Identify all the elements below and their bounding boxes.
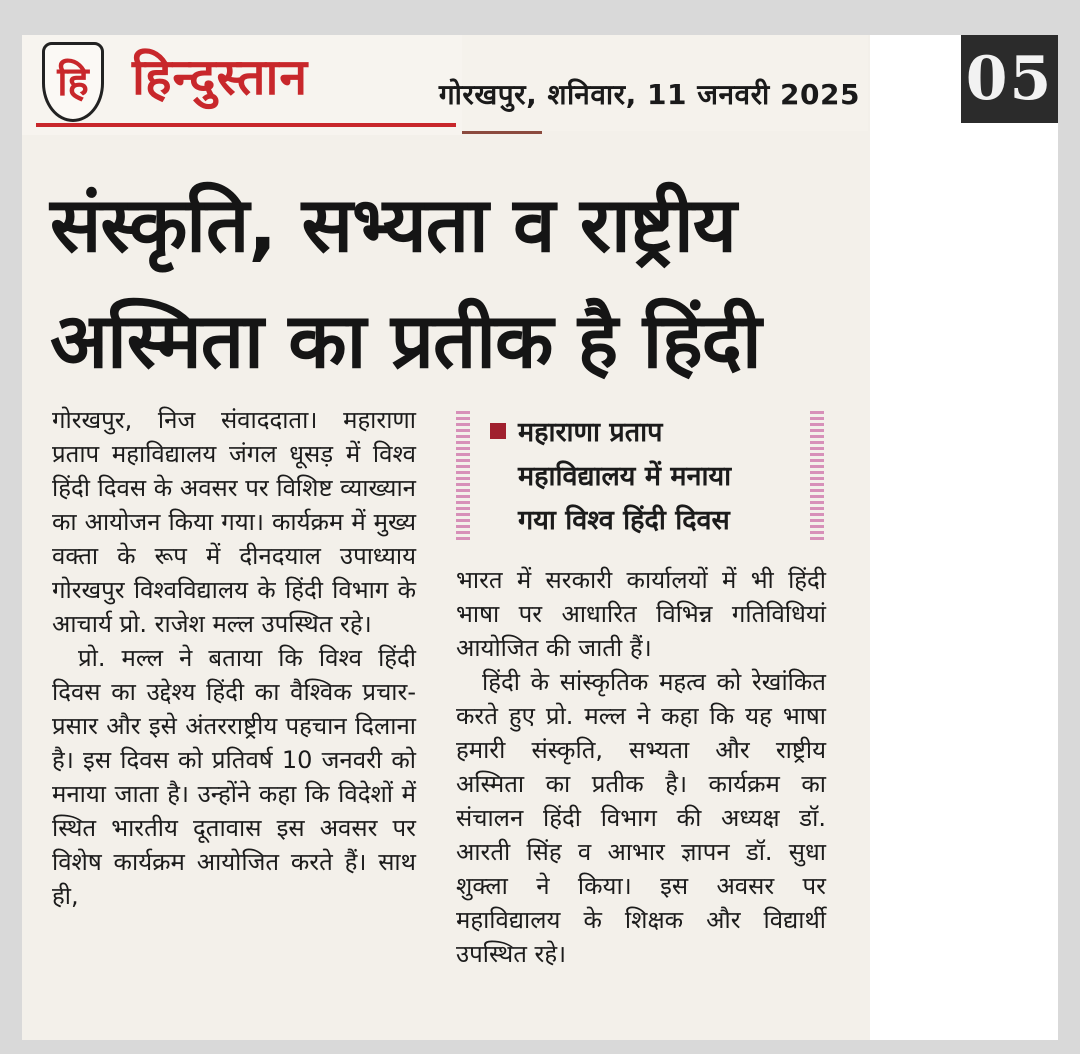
logo-letter: हि <box>57 59 89 105</box>
subhead-line: गया विश्व हिंदी दिवस <box>518 505 730 536</box>
decorative-strip <box>456 411 470 543</box>
paragraph: गोरखपुर, निज संवाददाता। महाराणा प्रताप महाविद्यालय जंगल धूसड़ में विश्व हिंदी दिवस के अवसर पर विशिष्ट व्याख्यान का आयोजन किया गया। कार्यक्रम में मुख्य वक्ता के रूप में दीनदयाल उपाध्याय गोरखपुर विश्वविद्यालय के हिंदी विभाग के आचार्य प्रो. राजेश मल्ल उपस्थित रहे। <box>52 406 416 638</box>
headline-line-1: संस्कृति, सभ्यता व राष्ट्रीय <box>50 180 736 269</box>
paragraph: प्रो. मल्ल ने बताया कि विश्व हिंदी दिवस का उद्देश्य हिंदी का वैश्विक प्रचार-प्रसार और इसे अंतरराष्ट्रीय पहचान दिलाना है। इस दिवस को प्रतिवर्ष 10 जनवरी को मनाया जाता है। उन्होंने कहा कि विदेशों में स्थित भारतीय दूतावास इस अवसर पर विशेष कार्यक्रम आयोजित करते हैं। साथ ही, <box>52 644 416 910</box>
dateline-bar <box>438 35 868 131</box>
newspaper-name: हिन्दुस्तान <box>132 48 309 106</box>
subhead <box>518 411 798 543</box>
masthead <box>22 35 462 135</box>
masthead-rule <box>36 123 456 127</box>
headline-line-2: अस्मिता का प्रतीक है हिंदी <box>50 296 761 385</box>
article-column-right <box>456 563 826 971</box>
logo-shield-icon <box>42 42 104 122</box>
dateline-rule <box>462 131 542 134</box>
subhead-line: महाराणा प्रताप <box>518 417 663 448</box>
decorative-strip <box>810 411 824 543</box>
subhead-box <box>456 411 826 551</box>
newspaper-clipping <box>22 35 870 1040</box>
dateline: गोरखपुर, शनिवार, 11 जनवरी 2025 <box>438 78 860 111</box>
paragraph: भारत में सरकारी कार्यालयों में भी हिंदी भाषा पर आधारित विभिन्न गतिविधियां आयोजित की जाती हैं। <box>456 566 826 662</box>
subhead-line: महाविद्यालय में मनाया <box>518 461 732 492</box>
article-column-left <box>52 403 416 913</box>
page-background <box>22 35 1058 1040</box>
bullet-square-icon <box>490 423 506 439</box>
page-number: 05 <box>961 35 1058 123</box>
paragraph: हिंदी के सांस्कृतिक महत्व को रेखांकित करते हुए प्रो. मल्ल ने कहा कि यह भाषा हमारी संस्कृति, सभ्यता और राष्ट्रीय अस्मिता का प्रतीक है। कार्यक्रम का संचालन हिंदी विभाग की अध्यक्ष डॉ. आरती सिंह व आभार ज्ञापन डॉ. सुधा शुक्ला ने किया। इस अवसर पर महाविद्यालय के शिक्षक और विद्यार्थी उपस्थित रहे। <box>456 668 826 968</box>
